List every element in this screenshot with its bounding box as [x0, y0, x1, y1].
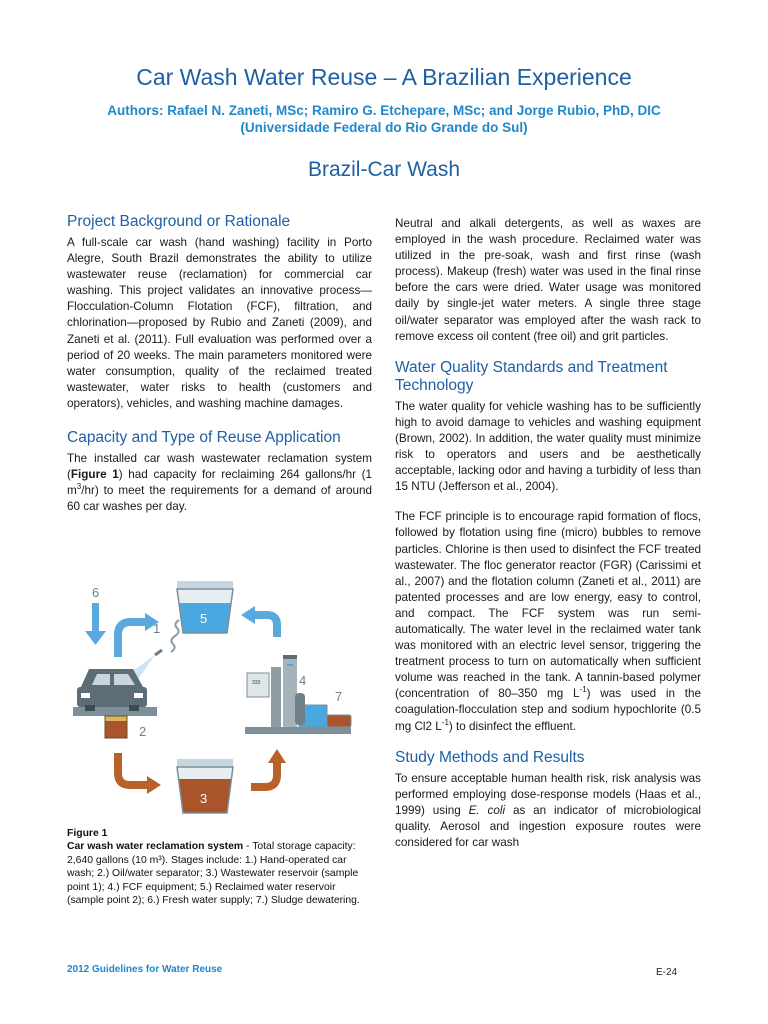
- fcf-text-b: ) was used in the coagulation-flocculation step and sodium hypochlorite (0.5 mg Cl2 L: [395, 687, 701, 733]
- fcf-text-c: ) to disinfect the effluent.: [448, 719, 577, 733]
- left-column: [67, 213, 372, 515]
- study-methods-heading: Study Methods and Results: [395, 748, 585, 766]
- background-heading: Project Background or Rationale: [67, 213, 291, 230]
- capacity-text-c: /hr) to meet the requirements for a demand of around 60 car washes per day.: [67, 484, 372, 514]
- treated-water-arrow: [241, 606, 277, 637]
- car-icon: [73, 669, 157, 716]
- stage-label-2: 2: [139, 724, 147, 739]
- study-text-ecoli: E. coli: [468, 803, 506, 817]
- figure-reference: Figure 1: [70, 468, 119, 482]
- fcf-superscript-1: -1: [579, 685, 587, 695]
- document-title: Car Wash Water Reuse – A Brazilian Experience: [136, 64, 632, 90]
- study-text-a: To ensure acceptable human health risk, risk analysis was performed employing dose-response models (Haas et al., 1999) using: [395, 771, 701, 817]
- figure-caption: [67, 827, 367, 907]
- water-quality-paragraph: The water quality for vehicle washing has to be sufficiently high to avoid damage to vehicles and washing equipment (Brown, 2002). In addition, the water quality must minimize risk to operators and users and be aesthetically acceptable, lacking odor and having a turbidity of less than 15 NTU (Jefferson et al., 2004).: [395, 399, 701, 494]
- background-paragraph: A full-scale car wash (hand washing) facility in Porto Alegre, South Brazil demonstrates the ability to utilize wastewater reuse (reclamation) for commercial car washing. This project validates an innovative process—Flocculation-Column Flotation (FCF), filtration, and chlorination—proposed by Rubio and Zaneti (2009), and Zaneti et al. (2011). Full evaluation was performed over a period of 20 weeks. The main parameters monitored were water consumption, quality of the reclaimed treated wastewater, water risks to health (customers and operators), vehicles, and washing machine damages.: [67, 236, 372, 410]
- fcf-text-a: The FCF principle is to encourage rapid formation of flocs, followed by flotation using fine (micro) bubbles to remove particles. Chlorine is then used to disinfect the FCF treated wastewater. The floc generator reactor (FGR) (Carissimi et al., 2007) and the flotation column (Zaneti et al., 2011) are patented processes and are low energy, easy to control, and compact. The FCF system was run semi-automatically. The water level in the reclaimed water tank was monitored with an electric level sensor, triggering the treatment process to turn on automatically when sufficient volume was reached in the tank. A tannin-based polymer (concentration of 80–350 mg L: [395, 510, 701, 701]
- fcf-paragraph: [395, 509, 701, 734]
- fcf-superscript-2: -1: [441, 717, 449, 727]
- stage-label-1: 1: [153, 621, 161, 636]
- figure-caption-title: Car wash water reclamation system: [67, 841, 244, 853]
- authors-affiliation: (Universidade Federal do Rio Grande do Sul): [240, 120, 528, 135]
- right-column: [395, 216, 701, 851]
- oil-water-separator: [105, 716, 127, 738]
- capacity-paragraph: [67, 451, 372, 515]
- fresh-water-arrow: [85, 603, 106, 645]
- capacity-text-b: ) had capacity for reclaiming 264 gallons/hr (1 m: [67, 468, 372, 498]
- wastewater-arrow: [118, 753, 161, 794]
- capacity-superscript: 3: [76, 482, 82, 492]
- water-quality-heading: Water Quality Standards and Treatment Technology: [395, 358, 668, 394]
- detergents-paragraph: Neutral and alkali detergents, as well as waxes are employed in the wash procedure. Reclaimed water was utilized in the pre-soak, wash and first rinse (wash process). Makeup (fresh) water was used in the final rinse before the cars were dried. Water usage was monitored daily by single-jet water meters. A single three stage oil/water separator was employed after the wash rack to remove excess oil content (free oil) and grit particles.: [395, 217, 701, 343]
- stage-label-5: 5: [200, 611, 208, 626]
- capacity-heading: Capacity and Type of Reuse Application: [67, 429, 341, 447]
- meter-display: 333: [252, 680, 261, 686]
- case-study-title: Brazil-Car Wash: [307, 158, 461, 181]
- figure-caption-label: Figure 1: [67, 828, 108, 839]
- study-methods-paragraph: [395, 771, 701, 851]
- study-text-b: as an indicator of microbiological quality. Aerosol and ingestion exposure routes were considered for car wash: [395, 803, 702, 849]
- capacity-text-a: The installed car wash wastewater reclamation system (: [67, 452, 372, 482]
- figure-caption-text: - Total storage capacity: 2,640 gallons (10 m³). Stages include: 1.) Hand-operated car wash; 2.) Oil/water separator; 3.) Wastewater reservoir (sample point 1); 4.) FCF equipment; 5.) Reclaimed water reservoir (sample point 2); 6.) Fresh water supply; 7.) Sludge dewatering.: [67, 841, 360, 907]
- authors-block: [0, 102, 768, 136]
- stage-label-6: 6: [92, 585, 100, 600]
- stage-label-3: 3: [200, 791, 208, 806]
- stage-label-4: 4: [299, 673, 307, 688]
- feed-arrow: [251, 749, 286, 787]
- authors-names: Authors: Rafael N. Zaneti, MSc; Ramiro G. Etchepare, MSc; and Jorge Rubio, PhD, DIC: [107, 103, 661, 118]
- car-wash-diagram: [67, 575, 367, 825]
- footer-publication: 2012 Guidelines for Water Reuse: [67, 964, 223, 975]
- diagram-svg: [67, 575, 367, 825]
- stage-label-7: 7: [335, 689, 343, 704]
- footer-page-number: E-24: [656, 967, 678, 978]
